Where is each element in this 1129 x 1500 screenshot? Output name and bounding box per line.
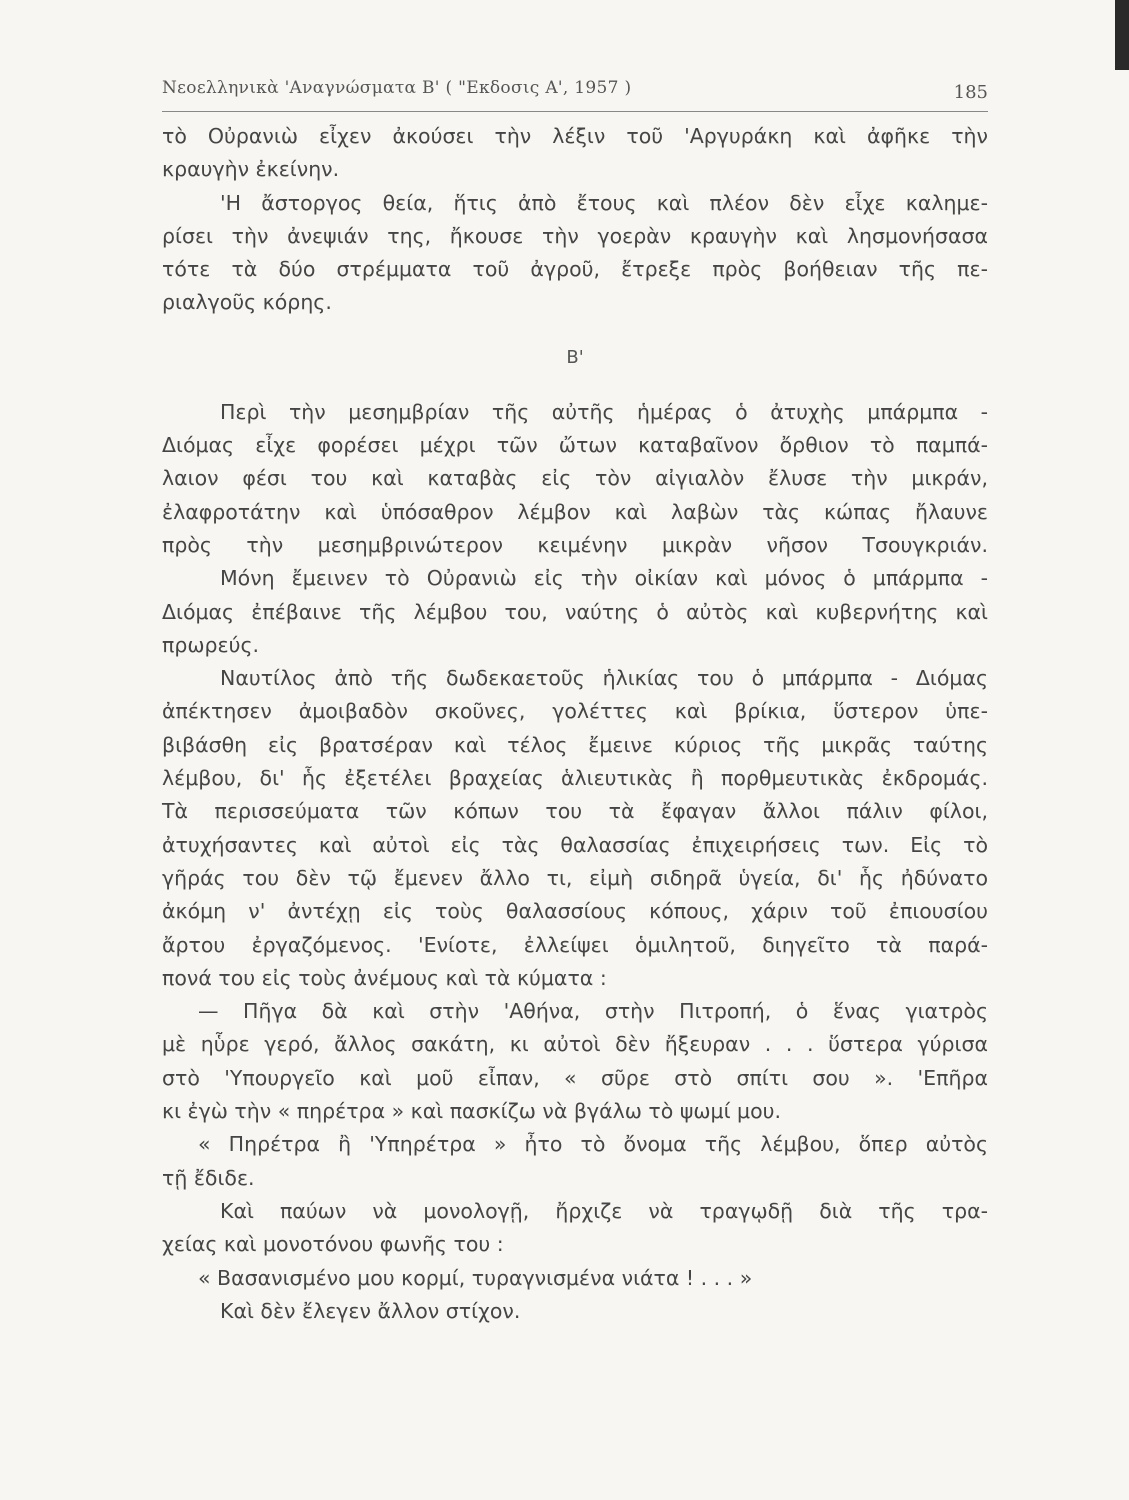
text-line: ἐλαφροτάτην καὶ ὑπόσαθρον λέμβον καὶ λαβὼν τὰς κώπας ἤλαυνε — [162, 499, 988, 524]
text-line: ἀτυχήσαντες καὶ αὐτοὶ εἰς τὰς θαλασσίας ἐπιχειρήσεις των. Εἰς τὸ — [162, 832, 988, 857]
dialogue-line: — Πῆγα δὰ καὶ στὴν 'Αθήνα, στὴν Πιτροπή, ὁ ἕνας γιατρὸς — [198, 999, 988, 1024]
text-line: πρωρεύς. — [162, 632, 260, 657]
text-line: βιβάσθη εἰς βρατσέραν καὶ τέλος ἔμεινε κύριος τῆς μικρᾶς ταύτης — [162, 732, 988, 757]
text-line: τῇ ἔδιδε. — [162, 1165, 255, 1190]
text-line: Μόνη ἔμεινεν τὸ Οὐρανιὼ εἰς τὴν οἰκίαν καὶ μόνος ὁ μπάρμπα - — [220, 566, 988, 591]
text-line: λέμβου, δι' ἧς ἐξετέλει βραχείας ἁλιευτικὰς ἢ πορθμευτικὰς ἐκδρομάς. — [162, 766, 988, 791]
text-line: γῆράς του δὲν τῷ ἔμενεν ἄλλο τι, εἰμὴ σιδηρᾶ ὑγεία, δι' ἧς ἠδύνατο — [162, 865, 988, 890]
text-line: Διόμας ἐπέβαινε τῆς λέμβου του, ναύτης ὁ αὐτὸς καὶ κυβερνήτης καὶ — [162, 599, 988, 624]
text-line: Περὶ τὴν μεσημβρίαν τῆς αὐτῆς ἡμέρας ὁ ἀτυχὴς μπάρμπα - — [220, 399, 988, 424]
running-title: Νεοελληνικὰ 'Αναγνώσματα Β' ( "Εκδοσις Α', 1957 ) — [162, 78, 632, 98]
text-line: ἀπέκτησεν ἀμοιβαδὸν σκοῦνες, γολέττες καὶ βρίκια, ὕστερον ὑπε- — [162, 699, 988, 724]
text-line: ριαλγοῦς κόρης. — [162, 290, 332, 315]
page-header — [162, 78, 988, 112]
header-rule — [162, 111, 988, 112]
text-line: Διόμας εἶχε φορέσει μέχρι τῶν ὤτων καταβαῖνον ὄρθιον τὸ παμπά- — [162, 433, 988, 458]
scan-edge-mark — [1115, 0, 1129, 70]
text-line: Τὰ περισσεύματα τῶν κόπων του τὰ ἔφαγαν ἄλλοι πάλιν φίλοι, — [162, 799, 988, 824]
text-line: Καὶ παύων νὰ μονολογῇ, ἤρχιζε νὰ τραγῳδῇ διὰ τῆς τρα- — [220, 1198, 988, 1223]
body-text — [162, 120, 988, 1328]
text-line: πονά του εἰς τοὺς ἀνέμους καὶ τὰ κύματα : — [162, 965, 607, 990]
text-line: τὸ Οὐρανιὼ εἶχεν ἀκούσει τὴν λέξιν τοῦ 'Αργυράκη καὶ ἀφῆκε τὴν — [162, 124, 988, 148]
section-heading: Β' — [566, 346, 584, 368]
verse-line: « Βασανισμένο μου κορμί, τυραγνισμένα νιάτα ! . . . » — [198, 1265, 753, 1290]
text-line: Καὶ δὲν ἔλεγεν ἄλλον στίχον. — [220, 1298, 521, 1323]
text-line: στὸ 'Υπουργεῖο καὶ μοῦ εἶπαν, « σῦρε στὸ σπίτι σου ». 'Επῆρα — [162, 1065, 988, 1090]
text-line: ἄρτου ἐργαζόμενος. 'Ενίοτε, ἐλλείψει ὁμιλητοῦ, διηγεῖτο τὰ παρά- — [162, 932, 988, 957]
text-line: 'Η ἄστοργος θεία, ἥτις ἀπὸ ἔτους καὶ πλέον δὲν εἶχε καλημε- — [220, 190, 988, 215]
text-line: τότε τὰ δύο στρέμματα τοῦ ἀγροῦ, ἔτρεξε πρὸς βοήθειαν τῆς πε- — [162, 257, 988, 282]
text-line: πρὸς τὴν μεσημβρινώτερον κειμένην μικρὰν νῆσον Τσουγκριάν. — [162, 532, 988, 557]
text-line: ρίσει τὴν ἀνεψιάν της, ἤκουσε τὴν γοερὰν κραυγὴν καὶ λησμονήσασα — [162, 223, 988, 248]
text-line: « Πηρέτρα ἢ 'Υπηρέτρα » ἦτο τὸ ὄνομα τῆς λέμβου, ὅπερ αὐτὸς — [198, 1132, 988, 1157]
text-line: Ναυτίλος ἀπὸ τῆς δωδεκαετοῦς ἡλικίας του ὁ μπάρμπα - Διόμας — [220, 666, 988, 691]
text-line: λαιον φέσι του καὶ καταβὰς εἰς τὸν αἰγιαλὸν ἔλυσε τὴν μικράν, — [162, 466, 988, 491]
text-line: κι ἐγὼ τὴν « πηρέτρα » καὶ πασκίζω νὰ βγάλω τὸ ψωμί μου. — [162, 1099, 781, 1124]
text-line: χείας καὶ μονοτόνου φωνῆς του : — [162, 1232, 504, 1257]
page-number: 185 — [953, 82, 988, 103]
text-line: μὲ ηὗρε γερό, ἄλλος σακάτη, κι αὐτοὶ δὲν ἤξευραν . . . ὕστερα γύρισα — [162, 1032, 988, 1057]
text-line: κραυγὴν ἐκείνην. — [162, 157, 340, 182]
text-line: ἀκόμη ν' ἀντέχῃ εἰς τοὺς θαλασσίους κόπους, χάριν τοῦ ἐπιουσίου — [162, 899, 988, 924]
